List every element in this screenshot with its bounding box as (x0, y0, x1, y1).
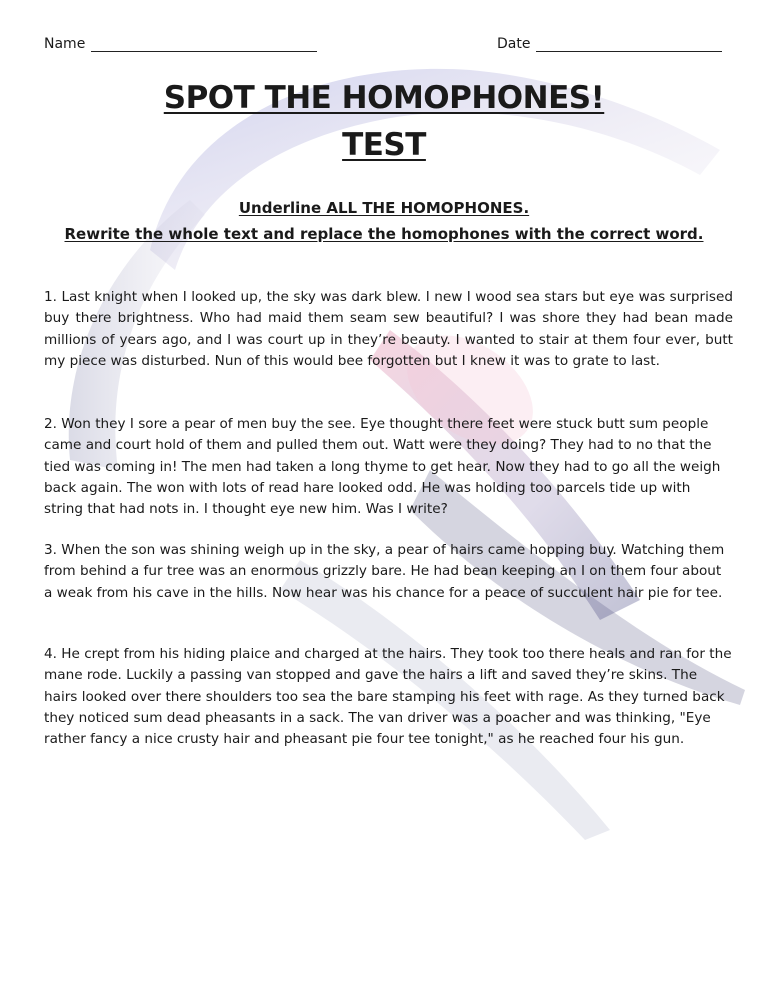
name-blank-line[interactable] (91, 37, 317, 52)
name-label: Name (44, 36, 86, 52)
date-field[interactable] (497, 36, 722, 52)
instruction-underline: Underline ALL THE HOMOPHONES. (238, 199, 530, 217)
header-row (44, 36, 724, 56)
page-subtitle: TEST (342, 127, 426, 163)
name-field[interactable] (44, 36, 317, 52)
paragraph-2: 2. Won they I sore a pear of men buy the see. Eye thought there feet were stuck butt sum people came and court hold of them and pulled them out. Watt were they doing? They had to no that the tied was coming in! The men had taken a long thyme to get hear. Now they had to go all the weigh back again. The won with lots of read hare looked odd. He was holding too parcels tide up with string that had nots in. I thought eye new him. Was I write? (44, 416, 721, 518)
paragraph-4: 4. He crept from his hiding plaice and charged at the hairs. They took too there heals and ran for the mane rode. Luckily a passing van stopped and gave the hairs a lift and saved they’re skins. The hairs looked over there shoulders too sea the bare stamping his feet with rage. As they turned back they noticed sum dead pheasants in a sack. The van driver was a poacher and was thinking, "Eye rather fancy a nice crusty hair and pheasant pie four tee tonight," as he reached four his gun. (44, 646, 732, 748)
paragraph-3: 3. When the son was shining weigh up in the sky, a pear of hairs came hopping buy. Watching them from behind a fur tree was an enormous grizzly bare. He had bean keeping an I on them four about a weak from his cave in the hills. Now hear was his chance for a peace of succulent hair pie for tee. (44, 542, 725, 601)
paragraph-1: 1. Last knight when I looked up, the sky was dark blew. I new I wood sea stars but eye was surprised buy there brightness. Who had maid them seam sew beautiful? I was shore they had bean made millions of years ago, and I was court up in they’re beauty. I wanted to stair at them four ever, butt my piece was disturbed. Nun of this would bee forgotten but I knew it was to grate to last. (44, 289, 733, 369)
page-title: SPOT THE HOMOPHONES! (163, 80, 605, 116)
instruction-rewrite: Rewrite the whole text and replace the homophones with the correct word. (64, 225, 704, 243)
date-label: Date (497, 36, 531, 52)
date-blank-line[interactable] (536, 37, 722, 52)
